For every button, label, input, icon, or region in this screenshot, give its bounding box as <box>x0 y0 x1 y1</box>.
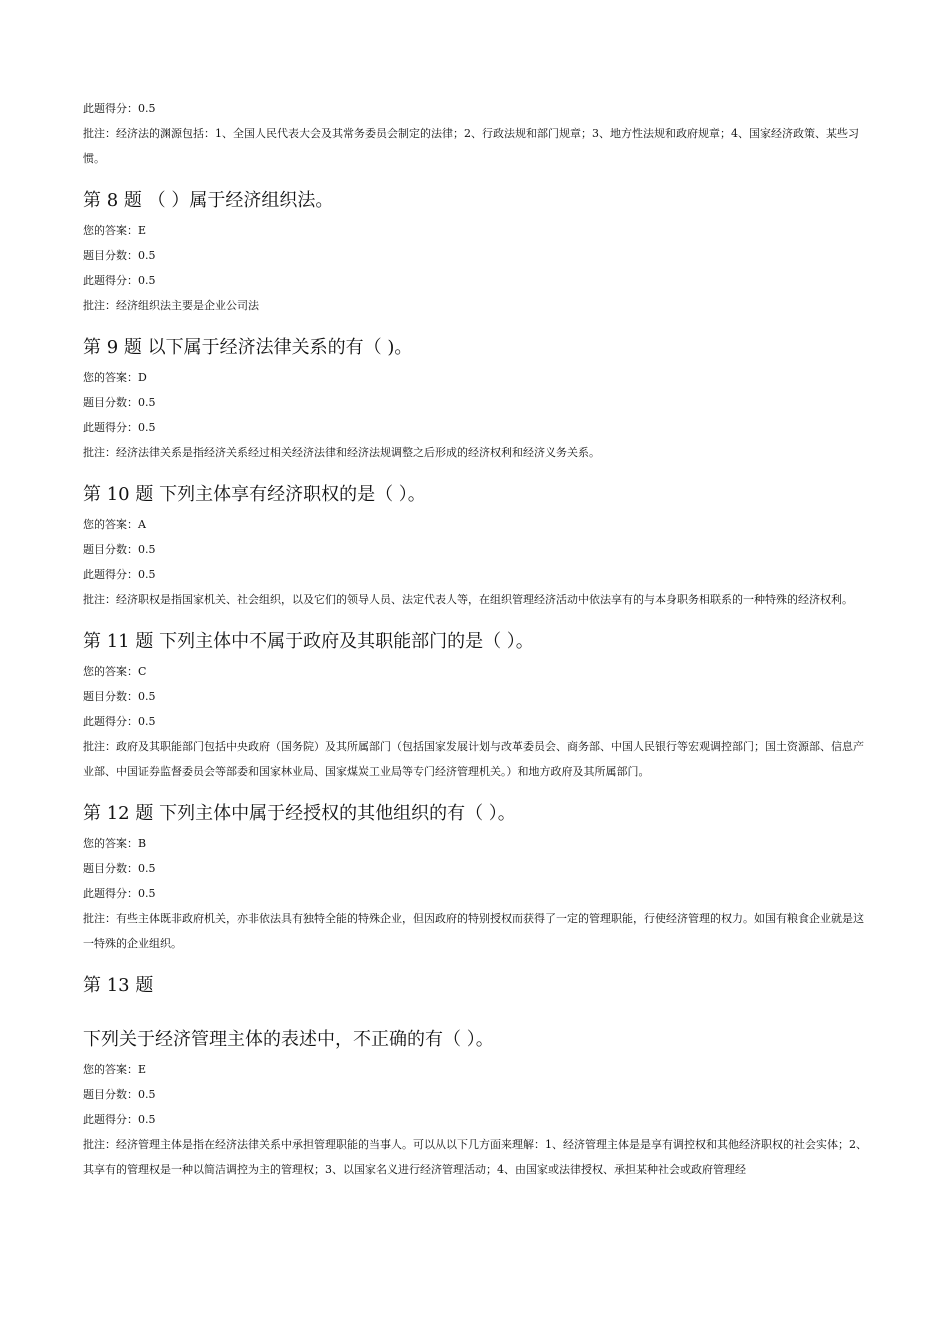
score-label: 此题得分： <box>83 274 138 287</box>
score-value: 0.5 <box>138 274 156 287</box>
document-page <box>83 96 873 1182</box>
note-text: 经济法律关系是指经济关系经过相关经济法律和经济法规调整之后形成的经济权利和经济义务关系。 <box>116 446 600 459</box>
answer-value: D <box>138 371 147 384</box>
score-line <box>83 415 873 440</box>
question-title: 第 8 题 （ ）属于经济组织法。 <box>83 190 334 211</box>
note-line <box>83 440 873 465</box>
points-value: 0.5 <box>138 249 156 262</box>
score-value: 0.5 <box>138 421 156 434</box>
answer-line <box>83 831 873 856</box>
question-title: 第 12 题 下列主体中属于经授权的其他组织的有（ ）。 <box>83 803 516 824</box>
note-label: 批注： <box>83 127 116 140</box>
points-label: 题目分数： <box>83 690 138 703</box>
note-label: 批注： <box>83 912 116 925</box>
answer-label: 您的答案： <box>83 1063 138 1076</box>
note-label: 批注： <box>83 740 116 753</box>
score-value: 0.5 <box>138 1113 156 1126</box>
answer-value: E <box>138 1063 147 1076</box>
points-line <box>83 856 873 881</box>
question-title: 第 10 题 下列主体享有经济职权的是（ ）。 <box>83 484 426 505</box>
note-line <box>83 734 873 784</box>
score-value: 0.5 <box>138 568 156 581</box>
points-line <box>83 537 873 562</box>
score-label: 此题得分： <box>83 421 138 434</box>
question-subtitle: 下列关于经济管理主体的表述中，不正确的有（ ）。 <box>83 1029 494 1050</box>
question-title: 第 11 题 下列主体中不属于政府及其职能部门的是（ ）。 <box>83 631 534 652</box>
score-line <box>83 268 873 293</box>
answer-label: 您的答案： <box>83 371 138 384</box>
note-line <box>83 587 873 612</box>
points-value: 0.5 <box>138 862 156 875</box>
score-line <box>83 881 873 906</box>
points-label: 题目分数： <box>83 1088 138 1101</box>
points-value: 0.5 <box>138 396 156 409</box>
score-line <box>83 709 873 734</box>
answer-label: 您的答案： <box>83 665 138 678</box>
points-value: 0.5 <box>138 543 156 556</box>
question-title: 第 9 题 以下属于经济法律关系的有（ )。 <box>83 337 413 358</box>
note-line <box>83 121 873 171</box>
answer-value: A <box>138 518 146 531</box>
answer-label: 您的答案： <box>83 224 138 237</box>
answer-line <box>83 512 873 537</box>
points-label: 题目分数： <box>83 249 138 262</box>
points-label: 题目分数： <box>83 543 138 556</box>
note-line <box>83 906 873 956</box>
note-label: 批注： <box>83 446 116 459</box>
score-label: 此题得分： <box>83 1113 138 1126</box>
points-line <box>83 243 873 268</box>
answer-value: C <box>138 665 147 678</box>
answer-line <box>83 218 873 243</box>
question-title: 第 13 题 <box>83 975 154 996</box>
score-line <box>83 1107 873 1132</box>
note-text: 经济组织法主要是企业公司法 <box>116 299 259 312</box>
points-value: 0.5 <box>138 1088 156 1101</box>
note-line <box>83 293 873 318</box>
note-label: 批注： <box>83 1138 116 1151</box>
note-line <box>83 1132 873 1182</box>
note-text: 政府及其职能部门包括中央政府（国务院）及其所属部门（包括国家发展计划与改革委员会、商务部、中国人民银行等宏观调控部门；国土资源部、信息产业部、中国证券监督委员会等部委和国家林业局、国家煤炭工业局等专门经济管理机关。）和地方政府及其所属部门。 <box>83 740 864 778</box>
points-line <box>83 684 873 709</box>
points-label: 题目分数： <box>83 396 138 409</box>
score-label: 此题得分： <box>83 715 138 728</box>
score-line <box>83 96 873 121</box>
note-label: 批注： <box>83 593 116 606</box>
points-line <box>83 390 873 415</box>
points-label: 题目分数： <box>83 862 138 875</box>
answer-line <box>83 1057 873 1082</box>
points-value: 0.5 <box>138 690 156 703</box>
score-value: 0.5 <box>138 887 156 900</box>
note-text: 经济管理主体是指在经济法律关系中承担管理职能的当事人。可以从以下几方面来理解：1、经济管理主体是是享有调控权和其他经济职权的社会实体；2、其享有的管理权是一种以简洁调控为主的管理权；3、以国家名义进行经济管理活动；4、由国家或法律授权、承担某种社会或政府管理经 <box>83 1138 867 1176</box>
score-line <box>83 562 873 587</box>
score-label: 此题得分： <box>83 102 138 115</box>
answer-value: E <box>138 224 147 237</box>
answer-label: 您的答案： <box>83 837 138 850</box>
note-text: 经济法的渊源包括：1、全国人民代表大会及其常务委员会制定的法律；2、行政法规和部门规章；3、地方性法规和政府规章；4、国家经济政策、某些习惯。 <box>83 127 859 165</box>
answer-line <box>83 365 873 390</box>
answer-line <box>83 659 873 684</box>
answer-label: 您的答案： <box>83 518 138 531</box>
note-text: 经济职权是指国家机关、社会组织，以及它们的领导人员、法定代表人等，在组织管理经济活动中依法享有的与本身职务相联系的一种特殊的经济权利。 <box>116 593 853 606</box>
score-label: 此题得分： <box>83 568 138 581</box>
note-text: 有些主体既非政府机关，亦非依法具有独特全能的特殊企业，但因政府的特别授权而获得了一定的管理职能，行使经济管理的权力。如国有粮食企业就是这一特殊的企业组织。 <box>83 912 864 950</box>
answer-value: B <box>138 837 147 850</box>
points-line <box>83 1082 873 1107</box>
score-value: 0.5 <box>138 102 156 115</box>
score-label: 此题得分： <box>83 887 138 900</box>
note-label: 批注： <box>83 299 116 312</box>
score-value: 0.5 <box>138 715 156 728</box>
